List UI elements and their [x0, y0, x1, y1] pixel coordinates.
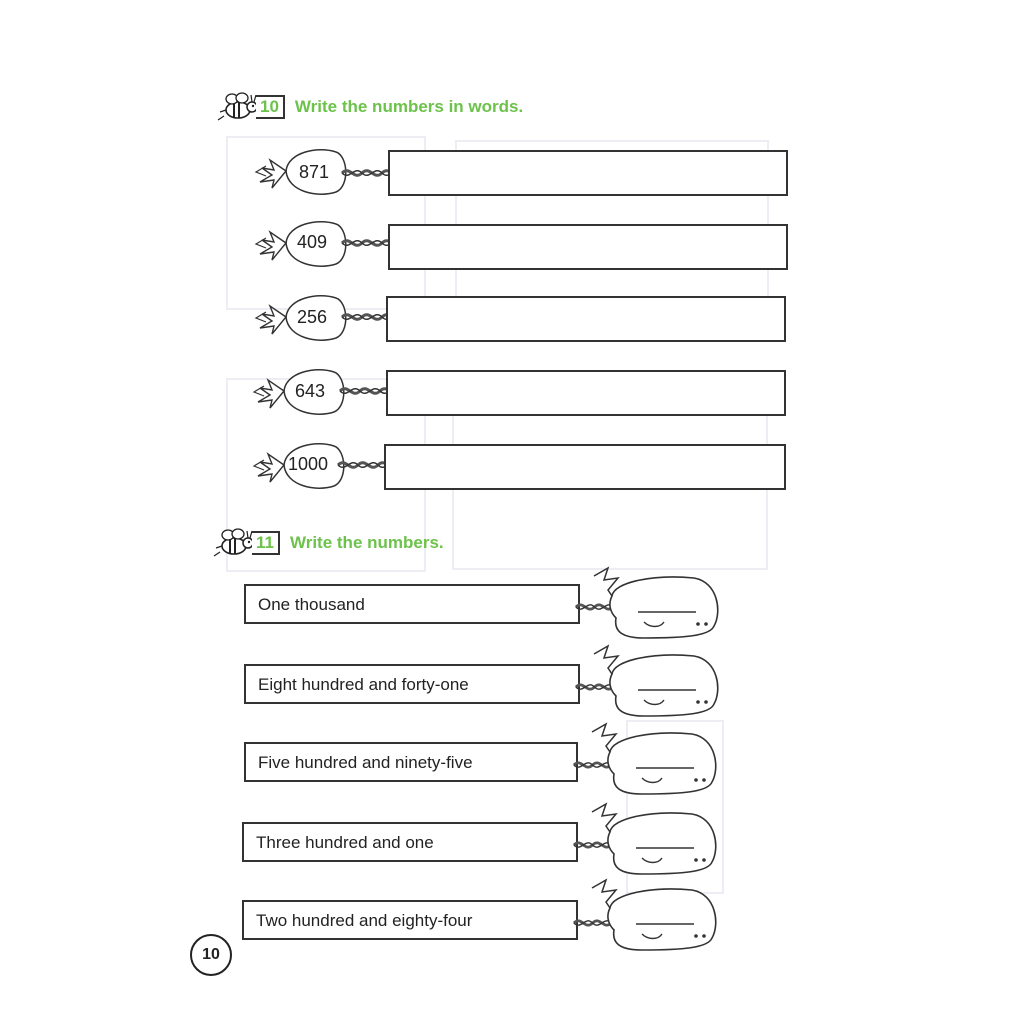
section-10-header — [216, 90, 523, 124]
fish-number: 643 — [294, 381, 326, 401]
whale-icon — [584, 644, 724, 728]
fish-number: 256 — [296, 307, 328, 327]
bee-icon — [212, 526, 256, 560]
whale-icon — [582, 722, 722, 806]
fish-number: 409 — [296, 232, 328, 252]
answer-box[interactable] — [388, 224, 788, 270]
whale-icon — [582, 878, 722, 962]
answer-box[interactable] — [386, 296, 786, 342]
answer-box[interactable] — [386, 370, 786, 416]
fish-number: 1000 — [287, 454, 329, 474]
number-words: Three hundred and one — [242, 822, 578, 862]
whale-icon — [582, 802, 722, 886]
section-title: Write the numbers. — [289, 533, 444, 552]
section-number: 11 — [252, 531, 280, 555]
page-number: 10 — [190, 934, 232, 976]
bee-icon — [216, 90, 260, 124]
number-words: One thousand — [244, 584, 580, 624]
section-number: 10 — [256, 95, 285, 119]
number-words: Two hundred and eighty-four — [242, 900, 578, 940]
fish-number: 871 — [298, 162, 330, 182]
answer-box[interactable] — [388, 150, 788, 196]
number-words: Eight hundred and forty-one — [244, 664, 580, 704]
whale-icon — [584, 566, 724, 650]
number-words: Five hundred and ninety-five — [244, 742, 578, 782]
section-title: Write the numbers in words. — [294, 97, 524, 116]
answer-box[interactable] — [384, 444, 786, 490]
section-11-header — [212, 526, 444, 560]
